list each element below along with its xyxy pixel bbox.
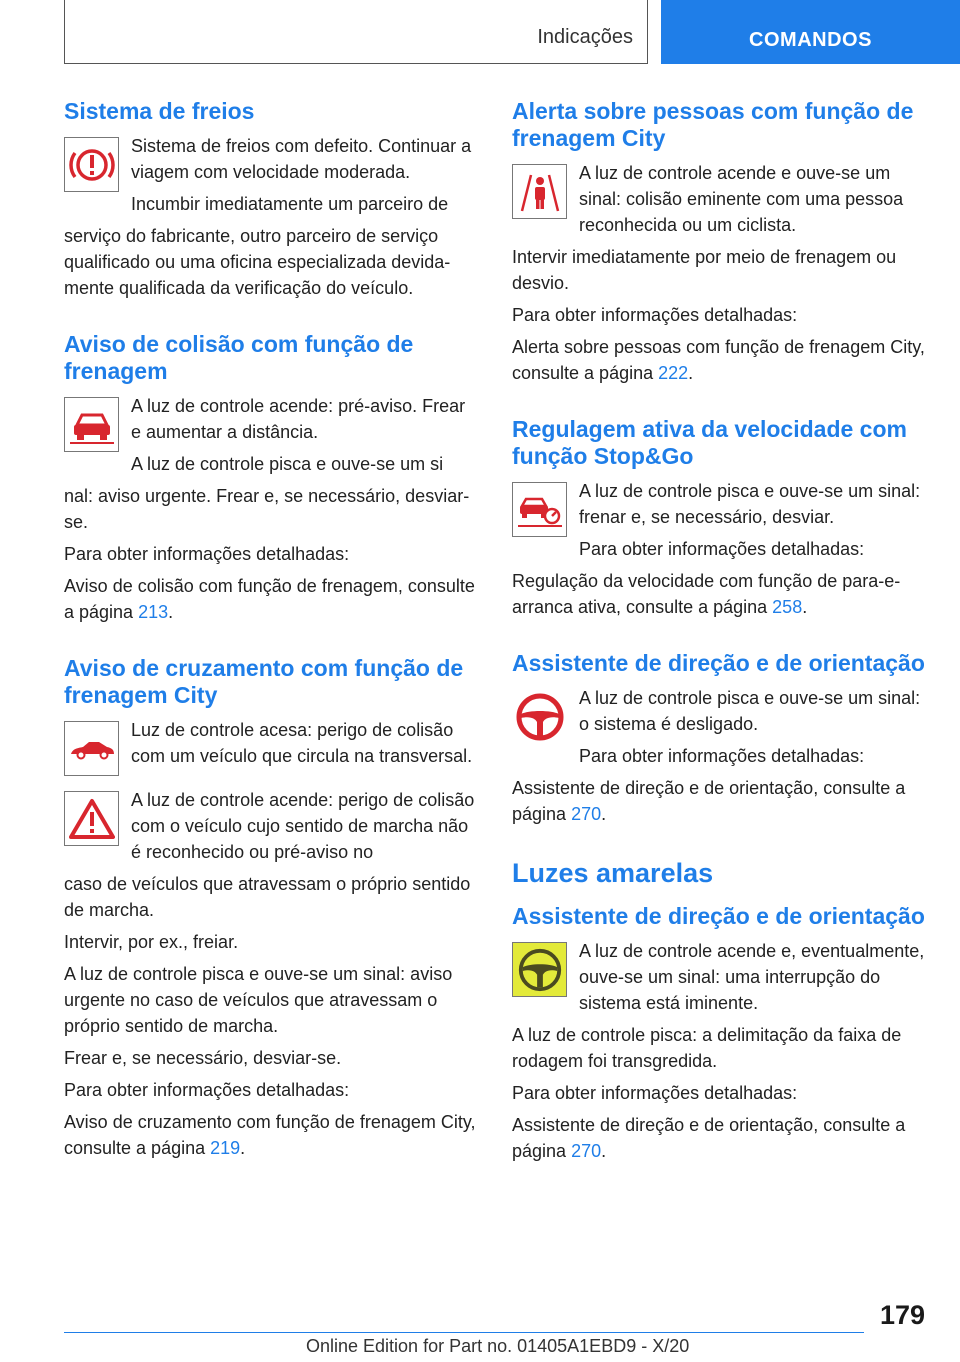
icon-description: A luz de controle pisca e ouve-se um sinal: o sistema é desligado. xyxy=(579,688,921,734)
section-title: Regulagem ativa da velocidade com função Stop&Go xyxy=(512,416,907,469)
section-title: Aviso de cruzamento com função de frenagem City xyxy=(64,655,464,708)
icon-block xyxy=(512,160,926,238)
section-title: Assistente de direção e de orientação xyxy=(512,650,925,676)
icon-block xyxy=(512,685,926,769)
brake-warning-icon xyxy=(64,137,119,192)
icon-description: A luz de controle pisca e ouve-se um sinal: frenar e, se necessário, desviar. xyxy=(579,481,921,527)
icon-block xyxy=(64,787,478,865)
page-link[interactable]: 222 xyxy=(658,363,689,383)
section-steering-assistant-yellow xyxy=(512,903,926,1164)
icon-block xyxy=(64,133,478,217)
warning-triangle-icon xyxy=(64,791,119,846)
paragraph: caso de veículos que atravessam o próprio sentido de marcha. xyxy=(64,874,471,920)
page-link[interactable]: 219 xyxy=(210,1138,241,1158)
car-front-icon xyxy=(64,397,119,452)
paragraph-reference: Aviso de cruzamento com função de frenagem City, consulte a página 219. xyxy=(64,1112,476,1158)
section-title: Alerta sobre pessoas com função de frenagem City xyxy=(512,98,914,151)
header-box xyxy=(64,0,648,64)
icon-description: A luz de controle acende: perigo de colisão com o veículo cujo sentido de marcha não é reconhecido ou pré-aviso no xyxy=(131,790,475,862)
icon-description: Sistema de freios com defeito. Continuar a viagem com velocidade moderada. xyxy=(131,136,472,182)
paragraph-reference: Assistente de direção e de orientação, consulte a página 270. xyxy=(512,1115,906,1161)
right-column xyxy=(512,98,926,1194)
footer-divider xyxy=(64,1332,864,1333)
car-side-icon xyxy=(64,721,119,776)
icon-block xyxy=(64,393,478,477)
page-link[interactable]: 213 xyxy=(138,602,169,622)
section-brake-system xyxy=(64,98,478,301)
paragraph-start: Incumbir imediatamente um parceiro de xyxy=(131,194,449,214)
paragraph: Para obter informações detalhadas: xyxy=(64,544,350,564)
paragraph-reference: Alerta sobre pessoas com função de frenagem City, consulte a página 222. xyxy=(512,337,925,383)
paragraph: serviço do fabricante, outro parceiro de serviço qualificado ou uma oficina especializada devidamente qualificada da verificação do veículo. xyxy=(64,226,451,298)
icon-description: A luz de controle acende e, eventualmente, ouve-se um sinal: uma interrupção do sistema está iminente. xyxy=(579,941,925,1013)
icon-block xyxy=(64,717,478,773)
paragraph-start: A luz de controle pisca e ouve-se um si xyxy=(131,454,444,474)
page-link[interactable]: 258 xyxy=(772,597,803,617)
page-link[interactable]: 270 xyxy=(571,1141,602,1161)
cruise-control-icon xyxy=(512,482,567,537)
left-column xyxy=(64,98,478,1191)
icon-description: Luz de controle acesa: perigo de colisão com um veículo que circula na transversal. xyxy=(131,720,473,766)
paragraph: Intervir imediatamente por meio de frenagem ou desvio. xyxy=(512,247,897,293)
header-section-title: Indicações xyxy=(537,26,633,48)
page-link[interactable]: 270 xyxy=(571,804,602,824)
paragraph: A luz de controle pisca: a delimitação da faixa de rodagem foi transgredida. xyxy=(512,1025,902,1071)
chapter-title-yellow-lights: Luzes amarelas xyxy=(512,858,714,888)
steering-wheel-yellow-icon xyxy=(512,942,567,997)
icon-block xyxy=(512,478,926,562)
section-title: Assistente de direção e de orientação xyxy=(512,903,925,929)
paragraph: Para obter informações detalhadas: xyxy=(64,1080,350,1100)
paragraph: Frear e, se necessário, desviar-se. xyxy=(64,1048,342,1068)
pedestrian-icon xyxy=(512,164,567,219)
paragraph: A luz de controle pisca e ouve-se um sinal: aviso urgente no caso de veículos que atravessam o próprio sentido de marcha. xyxy=(64,964,453,1036)
section-steering-assistant-red xyxy=(512,650,926,827)
paragraph-start: Para obter informações detalhadas: xyxy=(579,539,865,559)
icon-block xyxy=(512,938,926,1016)
header-tab-comandos[interactable]: COMANDOS xyxy=(661,0,960,64)
paragraph: Para obter informações detalhadas: xyxy=(512,305,798,325)
section-collision-warning xyxy=(64,331,478,625)
footer-edition-text: Online Edition for Part no. 01405A1EBD9 - X/20 xyxy=(306,1336,690,1356)
paragraph-reference: Regulação da velocidade com função de para-e-arranca ativa, consulte a página 258. xyxy=(512,571,901,617)
paragraph: Para obter informações detalhadas: xyxy=(512,1083,798,1103)
section-title: Aviso de colisão com função de frenagem xyxy=(64,331,414,384)
section-pedestrian-warning xyxy=(512,98,926,386)
paragraph-reference: Aviso de colisão com função de frenagem, consulte a página 213. xyxy=(64,576,475,622)
section-crossing-warning xyxy=(64,655,478,1161)
paragraph: nal: aviso urgente. Frear e, se necessário, desviar-se. xyxy=(64,486,470,532)
page-number: 179 xyxy=(880,1300,926,1330)
paragraph-reference: Assistente de direção e de orientação, consulte a página 270. xyxy=(512,778,906,824)
paragraph: Intervir, por ex., freiar. xyxy=(64,932,239,952)
section-title: Sistema de freios xyxy=(64,98,255,124)
section-active-cruise xyxy=(512,416,926,620)
steering-wheel-red-icon xyxy=(512,689,567,744)
icon-description: A luz de controle acende e ouve-se um sinal: colisão eminente com uma pessoa reconhecida ou um ciclista. xyxy=(579,163,904,235)
icon-description: A luz de controle acende: pré-aviso. Frear e aumentar a distância. xyxy=(131,396,466,442)
paragraph-start: Para obter informações detalhadas: xyxy=(579,746,865,766)
